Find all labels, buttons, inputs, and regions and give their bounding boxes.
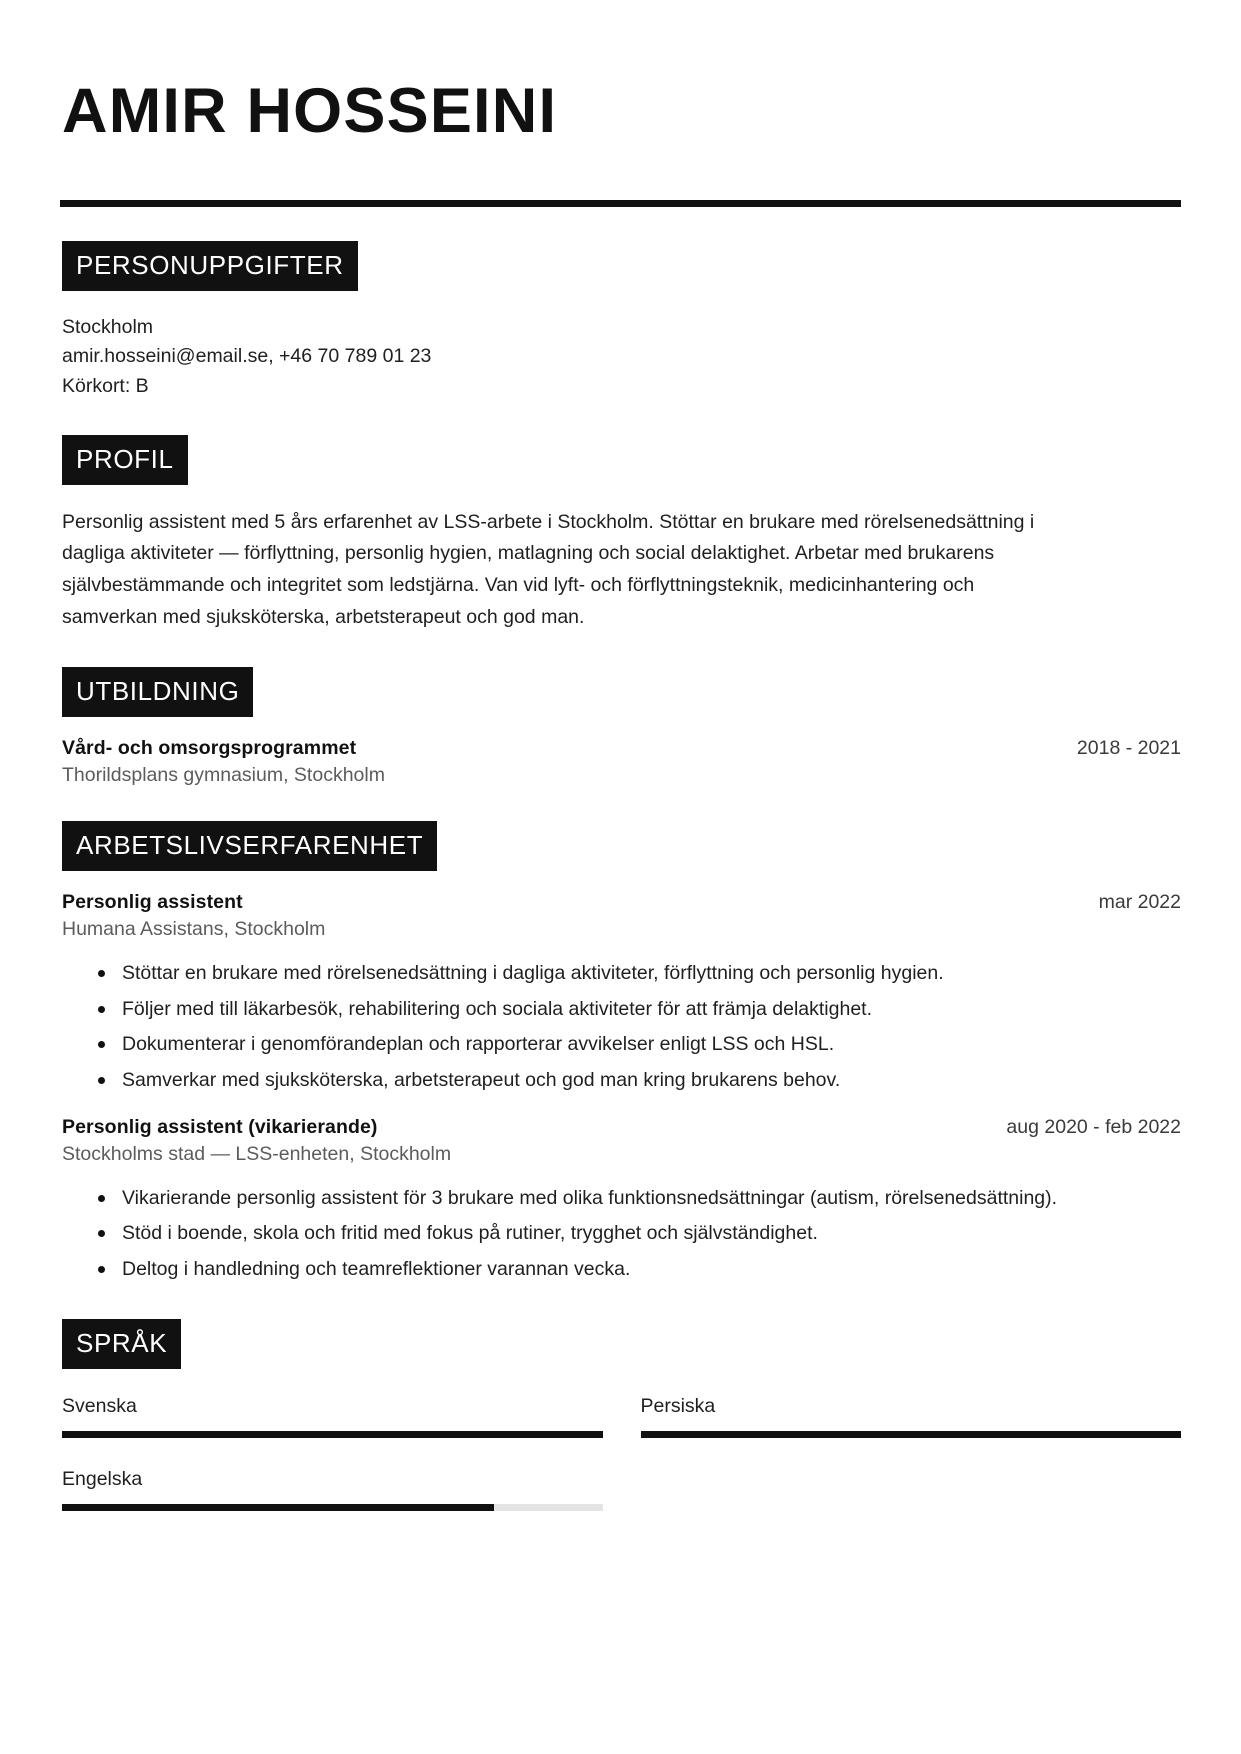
section-profile (60, 435, 1181, 633)
education-entry-date: 2018 - 2021 (1076, 737, 1181, 760)
header (60, 78, 1181, 207)
language-level-fill (62, 1431, 603, 1438)
section-education (60, 667, 1181, 787)
language-level-track (62, 1431, 603, 1438)
section-heading-languages: SPRÅK (62, 1319, 181, 1369)
language-level-fill (641, 1431, 1182, 1438)
education-entry-header (62, 737, 1181, 760)
experience-entry-title: Personlig assistent (62, 891, 243, 914)
section-heading-personal: PERSONUPPGIFTER (62, 241, 358, 291)
section-heading-wrap (60, 435, 1181, 485)
experience-entry (60, 891, 1181, 1096)
language-label: Svenska (62, 1394, 137, 1417)
education-entry (60, 737, 1181, 787)
section-heading-experience: ARBETSLIVSERFARENHET (62, 821, 437, 871)
list-item: Dokumenterar i genomförandeplan och rapporterar avvikelser enligt LSS och HSL. (98, 1030, 1058, 1060)
section-heading-wrap (60, 241, 1181, 291)
personal-details-block (60, 313, 1181, 401)
section-heading-wrap (60, 667, 1181, 717)
language-level-fill (62, 1504, 494, 1511)
language-item-svenska (62, 1395, 603, 1438)
education-entry-title: Vård- och omsorgsprogrammet (62, 737, 357, 760)
experience-entry-employer: Stockholms stad — LSS-enheten, Stockholm (62, 1142, 452, 1165)
list-item: Vikarierande personlig assistent för 3 brukare med olika funktionsnedsättningar (autism, rörelsenedsättning). (98, 1184, 1058, 1214)
language-label: Persiska (640, 1394, 716, 1417)
list-item: Stöttar en brukare med rörelsenedsättning i dagliga aktiviteter, förflyttning och personlig hygien. (98, 959, 1058, 989)
experience-entry (60, 1116, 1181, 1285)
language-label: Engelska (62, 1467, 143, 1490)
list-item: Samverkar med sjuksköterska, arbetsterapeut och god man kring brukarens behov. (98, 1066, 1058, 1096)
profile-text: Personlig assistent med 5 års erfarenhet av LSS-arbete i Stockholm. Stöttar en brukare med rörelsenedsättning i dagliga aktiviteter — förflyttning, personlig hygien, matlagning och social delaktighet. Arbetar med brukarens självbestämmande och integritet som ledstjärna. Van vid lyft- och förflyttningsteknik, medicinhantering och samverkan med sjuksköterska, arbetsterapeut och god man. (62, 510, 1035, 628)
experience-entry-header (62, 1116, 1181, 1139)
experience-entry-date: aug 2020 - feb 2022 (1006, 1115, 1181, 1138)
profile-block (60, 507, 1181, 633)
experience-entry-title: Personlig assistent (vikarierande) (62, 1115, 378, 1138)
section-heading-wrap (60, 821, 1181, 871)
page-title: AMIR HOSSEINI (62, 76, 558, 146)
section-personal-details (60, 241, 1181, 401)
experience-entry-employer: Humana Assistans, Stockholm (62, 918, 326, 941)
header-divider (60, 200, 1181, 207)
experience-entry-date: mar 2022 (1098, 891, 1181, 914)
personal-line-contact: amir.hosseini@email.se, +46 70 789 01 23 (62, 345, 432, 368)
section-heading-wrap (60, 1319, 1181, 1369)
personal-line-license: Körkort: B (62, 374, 149, 397)
education-entry-school: Thorildsplans gymnasium, Stockholm (62, 764, 385, 787)
language-level-track (641, 1431, 1182, 1438)
language-item-engelska (62, 1468, 603, 1511)
section-languages (60, 1319, 1181, 1511)
personal-line-city: Stockholm (62, 316, 154, 339)
list-item: Deltog i handledning och teamreflektioner varannan vecka. (98, 1255, 1058, 1285)
section-heading-profile: PROFIL (62, 435, 188, 485)
language-grid (60, 1395, 1181, 1511)
list-item: Följer med till läkarbesök, rehabilitering och sociala aktiviteter för att främja delaktighet. (98, 995, 1058, 1025)
list-item: Stöd i boende, skola och fritid med fokus på rutiner, trygghet och självständighet. (98, 1219, 1058, 1249)
experience-bullet-list (62, 1184, 1181, 1285)
experience-entry-header (62, 891, 1181, 914)
section-heading-education: UTBILDNING (62, 667, 253, 717)
language-level-track (62, 1504, 603, 1511)
experience-bullet-list (62, 959, 1181, 1096)
section-experience (60, 821, 1181, 1284)
language-item-persiska (641, 1395, 1182, 1438)
